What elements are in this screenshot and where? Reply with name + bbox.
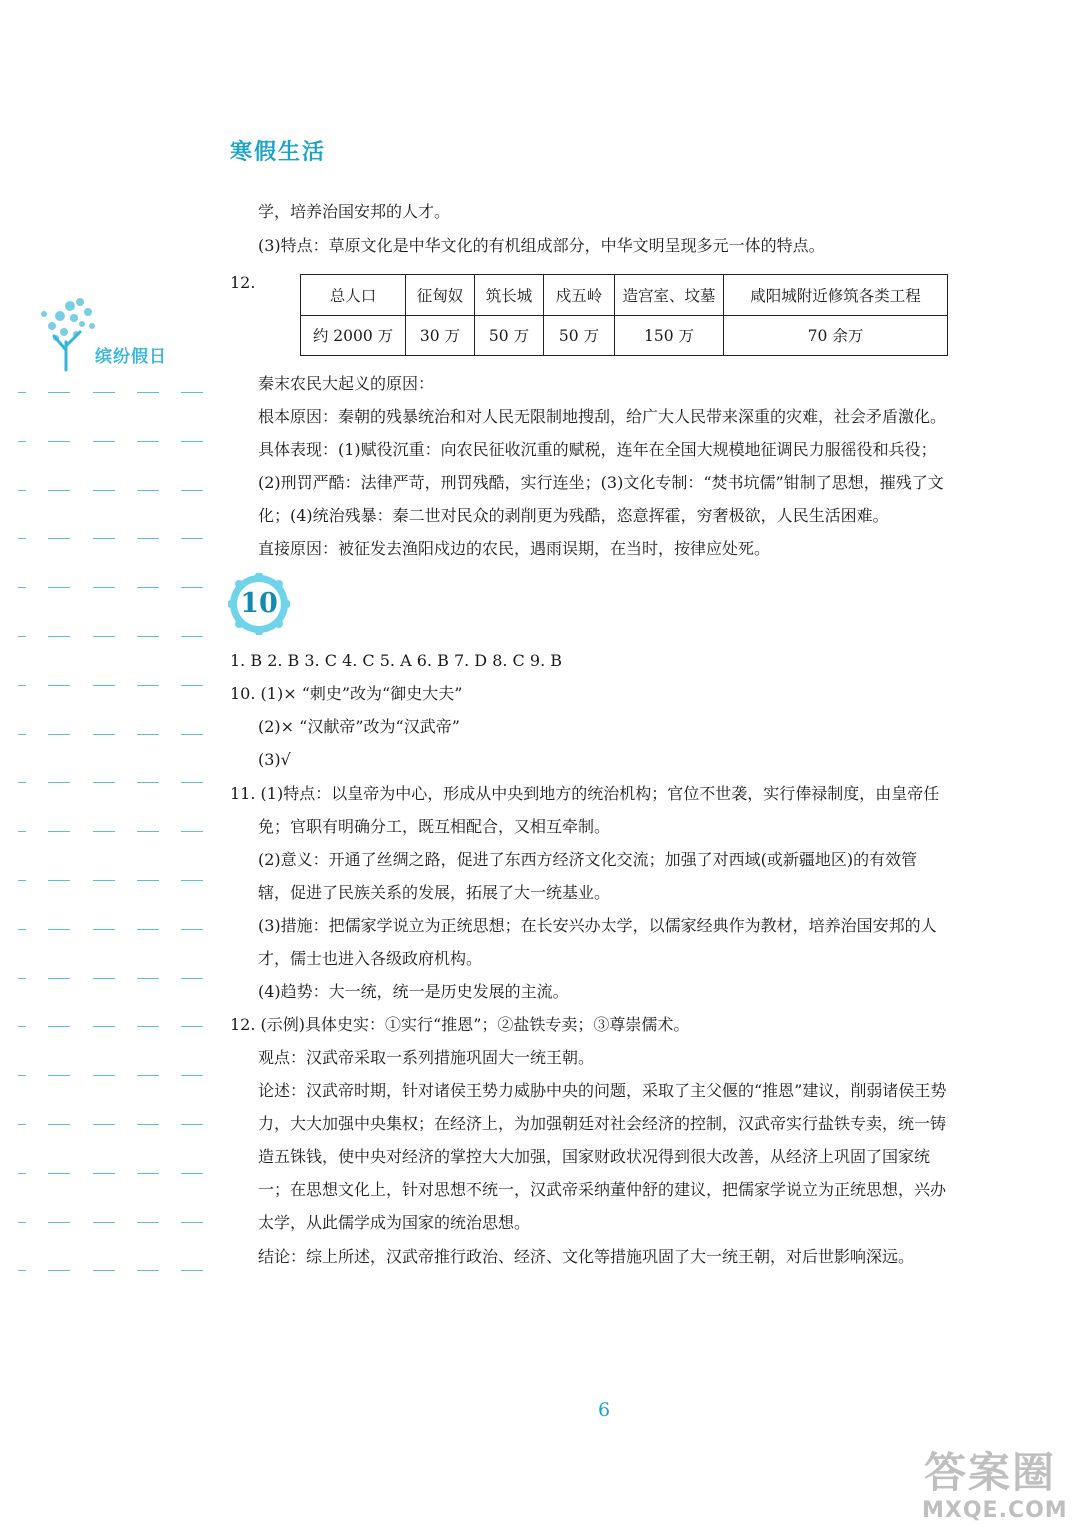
text-line: 化；(4)统治残暴：秦二世对民众的剥削更为残酷，恣意挥霍，穷奢极欲，人民生活困难。 xyxy=(258,506,889,525)
answer-line: (4)趋势：大一统，统一是历史发展的主流。 xyxy=(258,982,569,1001)
answer-line: 太学，从此儒学成为国家的统治思想。 xyxy=(258,1213,531,1232)
margin-dashed-lines xyxy=(18,392,203,1319)
text-line: 直接原因：被征发去渔阳戍边的农民，遇雨误期，在当时，按律应处死。 xyxy=(258,539,771,558)
answer-line: 1. B 2. B 3. C 4. C 5. A 6. B 7. D 8. C 9. B xyxy=(230,651,562,670)
watermark-bottom-text: MXQE.COM xyxy=(922,1498,1068,1523)
watermark-top-text: 答案圈 xyxy=(924,1448,1057,1497)
page-number: 6 xyxy=(598,1399,611,1421)
answer-line: 结论：综上所述，汉武帝推行政治、经济、文化等措施巩固了大一统王朝，对后世影响深远。 xyxy=(258,1247,915,1266)
answer-line: 11. (1)特点：以皇帝为中心，形成从中央到地方的统治机构；官位不世袭，实行俸禄制度，由皇帝任 xyxy=(230,784,940,803)
table-header-cell: 总人口 xyxy=(301,275,406,316)
answer-line: 一；在思想文化上，针对思想不统一，汉武帝采纳董仲舒的建议，把儒家学说立为正统思想，兴办 xyxy=(258,1180,947,1199)
table-header-cell: 征匈奴 xyxy=(406,275,475,316)
answer-line: 免；官职有明确分工，既互相配合，又相互牵制。 xyxy=(258,817,611,836)
table-row xyxy=(301,315,948,356)
table-header-cell: 筑长城 xyxy=(475,275,544,316)
question-label: 12. xyxy=(230,273,256,292)
answer-line: (2)意义：开通了丝绸之路，促进了东西方经济文化交流；加强了对西域(或新疆地区)的有效管 xyxy=(258,850,918,869)
text-line: 根本原因：秦朝的残暴统治和对人民无限制地搜刮，给广大人民带来深重的灾难，社会矛盾激化。 xyxy=(258,407,947,426)
text-line: (2)刑罚严酷：法律严苛，刑罚残酷，实行连坐；(3)文化专制：“焚书坑儒”钳制了思想，摧残了文 xyxy=(258,473,944,492)
table-cell: 约 2000 万 xyxy=(301,315,406,356)
text-line: (3)特点：草原文化是中华文化的有机组成部分，中华文明呈现多元一体的特点。 xyxy=(258,236,825,255)
answer-line: 才，儒士也进入各级政府机构。 xyxy=(258,949,483,968)
answer-line: 辖，促进了民族关系的发展，拓展了大一统基业。 xyxy=(258,883,611,902)
table-header-cell: 造宫室、坟墓 xyxy=(615,275,724,316)
answer-line: (3)√ xyxy=(258,750,291,769)
page-header-title: 寒假生活 xyxy=(230,140,327,165)
table-cell: 70 余万 xyxy=(724,315,948,356)
table-cell: 30 万 xyxy=(406,315,475,356)
answer-line: 10. (1)× “刺史”改为“御史大夫” xyxy=(230,684,463,703)
text-line: 秦末农民大起义的原因： xyxy=(258,374,435,393)
table-header-cell: 戍五岭 xyxy=(544,275,615,316)
answer-line: 力，大大加强中央集权；在经济上，为加强朝廷对社会经济的控制，汉武帝实行盐铁专卖，统一铸 xyxy=(258,1114,947,1133)
answer-line: (3)措施：把儒家学说立为正统思想；在长安兴办太学，以儒家经典作为教材，培养治国安邦的人 xyxy=(258,916,937,935)
table-cell: 50 万 xyxy=(475,315,544,356)
table-cell: 150 万 xyxy=(615,315,724,356)
text-line: 具体表现：(1)赋役沉重：向农民征收沉重的赋税，连年在全国大规模地征调民力服徭役和兵役； xyxy=(258,440,937,459)
answer-line: 12. (示例)具体史实：①实行“推恩”；②盐铁专卖；③尊崇儒术。 xyxy=(230,1015,690,1034)
answer-line: 观点：汉武帝采取一系列措施巩固大一统王朝。 xyxy=(258,1048,595,1067)
logo-text: 缤纷假日 xyxy=(95,347,167,367)
section-number: 10 xyxy=(240,588,278,619)
text-line: 学，培养治国安邦的人才。 xyxy=(258,202,451,221)
answer-line: 造五铢钱，使中央对经济的掌控大大加强，国家财政状况得到很大改善，从经济上巩固了国家统 xyxy=(258,1147,931,1166)
table-row xyxy=(301,275,948,316)
table-cell: 50 万 xyxy=(544,315,615,356)
qin-labor-table xyxy=(300,274,948,356)
watermark-logo xyxy=(918,1440,1078,1528)
answer-line: 论述：汉武帝时期，针对诸侯王势力威胁中央的问题，采取了主父偃的“推恩”建议，削弱诸侯王势 xyxy=(258,1081,947,1100)
answer-line: (2)× “汉献帝”改为“汉武帝” xyxy=(258,717,460,736)
table-header-cell: 咸阳城附近修筑各类工程 xyxy=(724,275,948,316)
